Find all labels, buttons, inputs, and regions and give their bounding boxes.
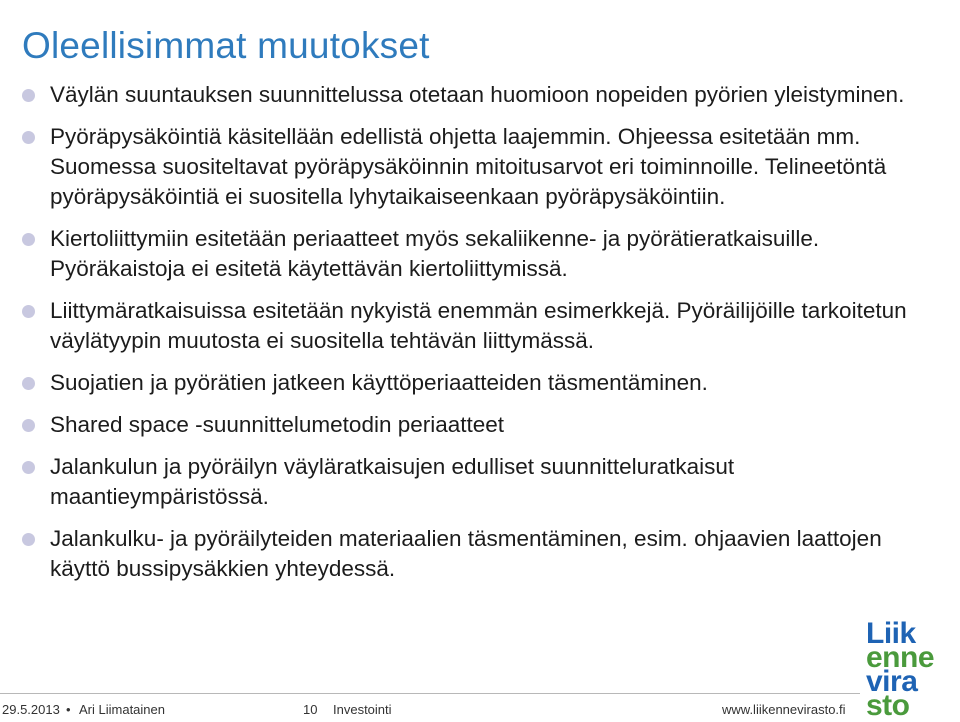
bullet-text: Jalankulku- ja pyöräilyteiden materiaalien täsmentäminen, esim. ohjaavien laattojen käyttö bussipysäkkien yhteydessä. [50,526,882,581]
bullet-text: Liittymäratkaisuissa esitetään nykyistä enemmän esimerkkejä. Pyöräilijöille tarkoitetun väylätyypin muutosta ei suositella tehtävän liittymässä. [50,298,907,353]
bullet-item [22,122,932,212]
bullet-item [22,452,932,512]
bullet-dot-icon [22,419,35,432]
logo-line: enne [866,641,935,674]
bullet-list [22,80,932,596]
slide-title: Oleellisimmat muutokset [22,24,430,66]
bullet-dot-icon [22,533,35,546]
bullet-text: Pyöräpysäköintiä käsitellään edellistä ohjetta laajemmin. Ohjeessa esitetään mm. Suomessa suositeltavat pyöräpysäköinnin mitoitusarvot eri toiminnoille. Telineetöntä pyöräpysäköintiä ei suositella lyhytaikaiseenkaan pyöräpysäköintiin. [50,124,887,209]
bullet-item [22,80,932,110]
bullet-dot-icon [22,131,35,144]
bullet-item [22,410,932,440]
footer-page-number: 10 [303,702,318,717]
liikennevirasto-logo [866,617,950,722]
bullet-item [22,296,932,356]
footer-separator: • [66,702,71,717]
bullet-text: Jalankulun ja pyöräilyn väyläratkaisujen edulliset suunnitteluratkaisut maantieympäristössä. [50,454,735,509]
bullet-text: Shared space -suunnittelumetodin periaatteet [50,412,505,437]
logo-line: sto [866,689,910,722]
bullet-text: Suojatien ja pyörätien jatkeen käyttöperiaatteiden täsmentäminen. [50,370,708,395]
bullet-dot-icon [22,89,35,102]
bullet-text: Kiertoliittymiin esitetään periaatteet myös sekaliikenne- ja pyörätieratkaisuille. Pyöräkaistoja ei esitetä käytettävän kiertoliittymissä. [50,226,820,281]
footer-section: Investointi [333,702,392,717]
bullet-text: Väylän suuntauksen suunnittelussa otetaan huomioon nopeiden pyörien yleistyminen. [50,82,905,107]
footer-date: 29.5.2013 [2,702,60,717]
bullet-item [22,524,932,584]
footer-divider [0,693,860,694]
bullet-item [22,224,932,284]
footer-author: Ari Liimatainen [79,702,165,717]
bullet-dot-icon [22,461,35,474]
bullet-item [22,368,932,398]
logo-line: vira [866,665,918,698]
bullet-dot-icon [22,233,35,246]
bullet-dot-icon [22,305,35,318]
bullet-dot-icon [22,377,35,390]
logo-line: Liik [866,617,916,650]
footer-website: www.liikennevirasto.fi [722,702,846,717]
